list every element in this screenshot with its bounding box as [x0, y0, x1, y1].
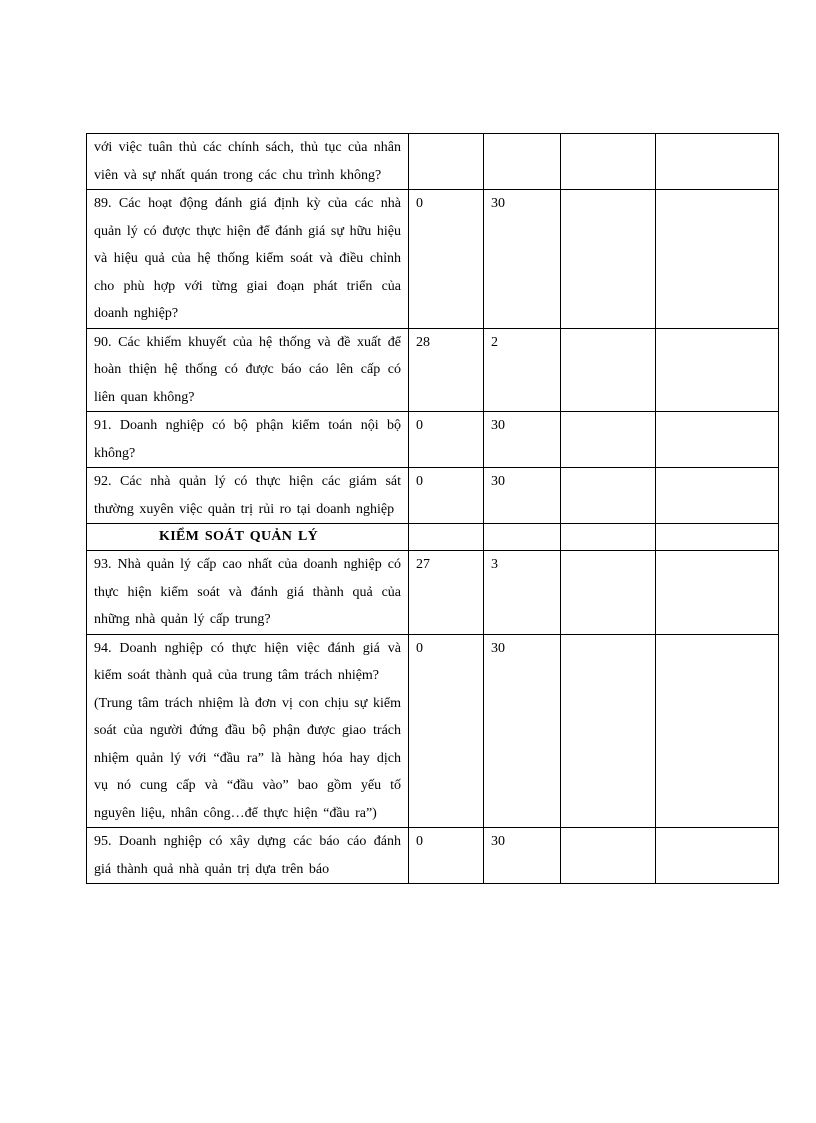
answer-cell-2: 30 [484, 468, 561, 524]
empty-cell-2 [484, 524, 561, 551]
answer-cell-1: 0 [409, 828, 484, 884]
empty-cell-4 [656, 412, 779, 468]
empty-cell-4 [656, 524, 779, 551]
answer-cell-1: 0 [409, 190, 484, 329]
table-row [87, 634, 779, 828]
empty-cell-4 [656, 634, 779, 828]
section-row [87, 524, 779, 551]
answer-cell-2: 2 [484, 328, 561, 412]
answer-cell-1: 0 [409, 412, 484, 468]
table-row [87, 468, 779, 524]
answer-cell-2: 30 [484, 634, 561, 828]
answer-cell-2: 30 [484, 190, 561, 329]
table-row [87, 190, 779, 329]
answer-cell-1: 0 [409, 468, 484, 524]
question-note: (Trung tâm trách nhiệm là đơn vị con chịu sự kiểm soát của người đứng đầu bộ phận được giao trách nhiệm quản lý với “đầu ra” là hàng hóa hay dịch vụ nó cung cấp và “đầu vào” bao gồm yếu tố nguyên liệu, nhân công…để thực hiện “đầu ra”) [94, 695, 401, 821]
table-row [87, 134, 779, 190]
empty-cell-3 [561, 328, 656, 412]
question-cell [87, 634, 409, 828]
empty-cell-3 [561, 190, 656, 329]
empty-cell-3 [561, 634, 656, 828]
empty-cell-4 [656, 190, 779, 329]
empty-cell-4 [656, 134, 779, 190]
table-row [87, 828, 779, 884]
empty-cell-4 [656, 328, 779, 412]
question-cell: 89. Các hoạt động đánh giá định kỳ của các nhà quản lý có được thực hiện để đánh giá sự hữu hiệu và hiệu quả của hệ thống kiểm soát và điều chỉnh cho phù hợp với từng giai đoạn phát triển của doanh nghiệp? [87, 190, 409, 329]
answer-cell-1: 28 [409, 328, 484, 412]
question-cell: 95. Doanh nghiệp có xây dựng các báo cáo đánh giá thành quả nhà quản trị dựa trên báo [87, 828, 409, 884]
empty-cell-4 [656, 468, 779, 524]
empty-cell-1 [409, 524, 484, 551]
empty-cell-3 [561, 551, 656, 635]
question-cell: với việc tuân thủ các chính sách, thủ tục của nhân viên và sự nhất quán trong các chu trình không? [87, 134, 409, 190]
answer-cell-2: 3 [484, 551, 561, 635]
empty-cell-3 [561, 468, 656, 524]
answer-cell-1: 0 [409, 634, 484, 828]
answer-cell-2: 30 [484, 828, 561, 884]
empty-cell-3 [561, 134, 656, 190]
table-row [87, 328, 779, 412]
question-cell: 93. Nhà quản lý cấp cao nhất của doanh nghiệp có thực hiện kiểm soát và đánh giá thành quả của những nhà quản lý cấp trung? [87, 551, 409, 635]
survey-table [86, 133, 779, 884]
question-cell: 91. Doanh nghiệp có bộ phận kiểm toán nội bộ không? [87, 412, 409, 468]
empty-cell-3 [561, 828, 656, 884]
question-text: 94. Doanh nghiệp có thực hiện việc đánh giá và kiểm soát thành quả của trung tâm trách nhiệm? [94, 640, 401, 683]
section-title: KIỂM SOÁT QUẢN LÝ [87, 524, 409, 551]
question-cell: 92. Các nhà quản lý có thực hiện các giám sát thường xuyên việc quản trị rủi ro tại doanh nghiệp [87, 468, 409, 524]
empty-cell-3 [561, 412, 656, 468]
question-cell: 90. Các khiếm khuyết của hệ thống và đề xuất để hoàn thiện hệ thống có được báo cáo lên cấp có liên quan không? [87, 328, 409, 412]
answer-cell-1 [409, 134, 484, 190]
answer-cell-2: 30 [484, 412, 561, 468]
empty-cell-4 [656, 828, 779, 884]
empty-cell-3 [561, 524, 656, 551]
table-row [87, 412, 779, 468]
answer-cell-1: 27 [409, 551, 484, 635]
answer-cell-2 [484, 134, 561, 190]
table-row [87, 551, 779, 635]
empty-cell-4 [656, 551, 779, 635]
